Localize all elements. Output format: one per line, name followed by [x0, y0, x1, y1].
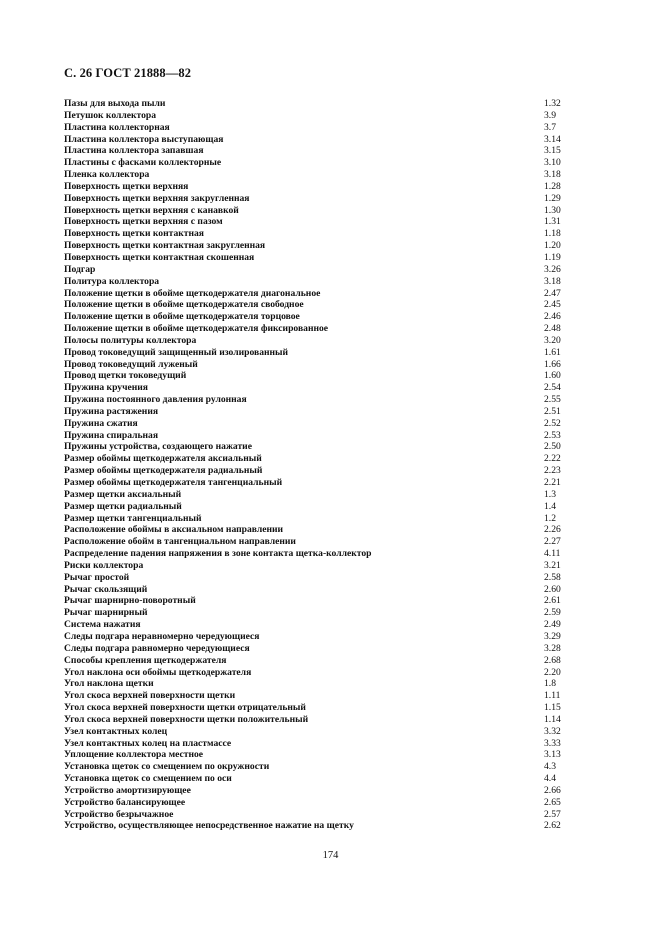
index-ref: 4.11	[544, 548, 561, 560]
index-entry	[64, 820, 604, 832]
index-term: Политура коллектора	[64, 275, 160, 287]
index-ref: 2.47	[544, 287, 561, 299]
index-ref: 2.45	[544, 299, 561, 311]
index-ref: 4.3	[544, 761, 556, 773]
index-term: Устройство балансирующее	[64, 796, 186, 808]
index-entry	[64, 122, 604, 134]
index-term: Поверхность щетки верхняя закругленная	[64, 192, 250, 204]
index-entry	[64, 145, 604, 157]
index-term: Пружина кручения	[64, 382, 148, 394]
index-term: Рычаг простой	[64, 571, 130, 583]
index-entry	[64, 134, 604, 146]
index-ref: 1.28	[544, 180, 561, 192]
index-term: Поверхность щетки верхняя	[64, 180, 189, 192]
index-term: Пленка коллектора	[64, 169, 150, 181]
index-entry	[64, 240, 604, 252]
index-entry	[64, 406, 604, 418]
index-term: Пластина коллекторная	[64, 121, 170, 133]
index-ref: 3.29	[544, 630, 561, 642]
index-entry	[64, 382, 604, 394]
index-term: Пружина сжатия	[64, 417, 138, 429]
index-ref: 4.4	[544, 773, 556, 785]
index-ref: 2.46	[544, 311, 561, 323]
index-term: Пластины с фасками коллекторные	[64, 157, 222, 169]
index-entry	[64, 773, 604, 785]
index-ref: 3.20	[544, 334, 561, 346]
index-term: Уплощение коллектора местное	[64, 749, 204, 761]
index-term: Устройство безрычажное	[64, 808, 174, 820]
index-ref: 2.53	[544, 429, 561, 441]
page-header: С. 26 ГОСТ 21888—82	[64, 66, 192, 80]
index-entry	[64, 288, 604, 300]
index-ref: 1.32	[544, 98, 561, 109]
index-term: Пружина растяжения	[64, 405, 159, 417]
index-term: Пружины устройства, создающего нажатие	[64, 441, 252, 453]
index-ref: 3.33	[544, 737, 561, 749]
index-entry	[64, 441, 604, 453]
index-entry	[64, 572, 604, 584]
index-ref: 1.31	[544, 216, 561, 228]
index-entry	[64, 726, 604, 738]
index-term: Угол наклона щетки	[64, 678, 154, 690]
index-entry	[64, 809, 604, 821]
index-entry	[64, 169, 604, 181]
index-term: Угол скоса верхней поверхности щетки отрицательный	[64, 702, 306, 714]
index-entry	[64, 359, 604, 371]
index-ref: 3.15	[544, 145, 561, 157]
index-entry	[64, 370, 604, 382]
index-entry	[64, 667, 604, 679]
index-ref: 3.32	[544, 725, 561, 737]
index-ref: 1.19	[544, 251, 561, 263]
index-ref: 1.20	[544, 240, 561, 252]
index-entry	[64, 335, 604, 347]
index-entry	[64, 465, 604, 477]
index-ref: 2.57	[544, 808, 561, 820]
index-term: Поверхность щетки верхняя с канавкой	[64, 204, 239, 216]
index-entry	[64, 157, 604, 169]
index-entry	[64, 595, 604, 607]
index-entry	[64, 785, 604, 797]
page-number: 174	[322, 850, 339, 861]
index-entry	[64, 453, 604, 465]
index-ref: 2.20	[544, 666, 561, 678]
index-entry	[64, 714, 604, 726]
index-entry	[64, 205, 604, 217]
index-entry	[64, 489, 604, 501]
index-entry	[64, 678, 604, 690]
index-term: Пружина постоянного давления рулонная	[64, 394, 247, 406]
index-entry	[64, 430, 604, 442]
index-ref: 2.50	[544, 441, 561, 453]
index-entry	[64, 738, 604, 750]
index-term: Расположение обойм в тангенциальном направлении	[64, 536, 296, 548]
index-ref: 2.58	[544, 571, 561, 583]
index-entry	[64, 524, 604, 536]
index-entry	[64, 276, 604, 288]
index-entry	[64, 619, 604, 631]
index-ref: 1.14	[544, 713, 561, 725]
index-term: Способы крепления щеткодержателя	[64, 654, 227, 666]
index-entry	[64, 394, 604, 406]
index-entry	[64, 607, 604, 619]
index-ref: 2.68	[544, 654, 561, 666]
index-entry	[64, 418, 604, 430]
index-term: Поверхность щетки контактная скошенная	[64, 251, 255, 263]
index-entry	[64, 797, 604, 809]
index-ref: 3.13	[544, 749, 561, 761]
index-term: Поверхность щетки верхняя с пазом	[64, 216, 223, 228]
index-ref: 1.11	[544, 690, 561, 702]
index-term: Риски коллектора	[64, 559, 144, 571]
index-entry	[64, 228, 604, 240]
index-ref: 2.52	[544, 417, 561, 429]
index-ref: 2.55	[544, 394, 561, 406]
index-term: Провод щетки токоведущий	[64, 370, 187, 382]
index-term: Распределение падения напряжения в зоне контакта щетка-коллектор	[64, 548, 372, 560]
index-ref: 2.66	[544, 784, 561, 796]
index-ref: 2.48	[544, 323, 561, 335]
index-ref: 1.2	[544, 512, 556, 524]
index-term: Размер щетки тангенциальный	[64, 512, 202, 524]
index-term: Размер щетки радиальный	[64, 500, 182, 512]
index-ref: 2.54	[544, 382, 561, 394]
index-term: Положение щетки в обойме щеткодержателя диагональное	[64, 287, 321, 299]
index-ref: 2.65	[544, 796, 561, 808]
index-term: Устройство амортизирующее	[64, 784, 191, 796]
index-term: Положение щетки в обойме щеткодержателя фиксированное	[64, 323, 329, 335]
index-ref: 2.22	[544, 453, 561, 465]
index-term: Размер щетки аксиальный	[64, 488, 182, 500]
index-ref: 3.7	[544, 121, 556, 133]
index-ref: 1.60	[544, 370, 561, 382]
index-term: Рычаг шарнирный	[64, 607, 148, 619]
index-entry	[64, 655, 604, 667]
index-term: Установка щеток со смещением по окружности	[64, 761, 270, 773]
index-ref: 1.8	[544, 678, 556, 690]
index-ref: 1.15	[544, 702, 561, 714]
index-term: Поверхность щетки контактная	[64, 228, 204, 240]
index-entry	[64, 110, 604, 122]
index-term: Угол скоса верхней поверхности щетки положительный	[64, 713, 309, 725]
index-ref: 3.18	[544, 169, 561, 181]
index-term: Установка щеток со смещением по оси	[64, 773, 232, 785]
index-entry	[64, 216, 604, 228]
index-entry	[64, 643, 604, 655]
index-term: Положение щетки в обойме щеткодержателя свободное	[64, 299, 304, 311]
index-term: Устройство, осуществляющее непосредственное нажатие на щетку	[64, 820, 354, 832]
index-entry	[64, 181, 604, 193]
index-entry	[64, 252, 604, 264]
index-entry	[64, 299, 604, 311]
index-ref: 1.29	[544, 192, 561, 204]
index-term: Система нажатия	[64, 619, 141, 631]
index-entry	[64, 477, 604, 489]
index-entry	[64, 749, 604, 761]
index-ref: 2.27	[544, 536, 561, 548]
index-entry	[64, 193, 604, 205]
index-term: Узел контактных колец на пластмассе	[64, 737, 232, 749]
index-term: Размер обоймы щеткодержателя аксиальный	[64, 453, 262, 465]
index-entry	[64, 536, 604, 548]
index-term: Следы подгара неравномерно чередующиеся	[64, 630, 260, 642]
index-term: Размер обоймы щеткодержателя тангенциальный	[64, 477, 283, 488]
index-entry	[64, 513, 604, 525]
index-ref: 3.18	[544, 275, 561, 287]
index-entry	[64, 347, 604, 359]
index-entry	[64, 501, 604, 513]
index-ref: 3.10	[544, 157, 561, 169]
index-term: Подгар	[64, 263, 96, 275]
index-ref: 2.21	[544, 477, 561, 488]
index-ref: 2.49	[544, 619, 561, 631]
index-term: Полосы политуры коллектора	[64, 334, 197, 346]
index-ref: 2.62	[544, 820, 561, 832]
index-term: Угол скоса верхней поверхности щетки	[64, 690, 236, 702]
index-entry	[64, 560, 604, 572]
index-entry	[64, 690, 604, 702]
index-entry	[64, 264, 604, 276]
index-term: Угол наклона оси обоймы щеткодержателя	[64, 666, 252, 678]
index-term: Положение щетки в обойме щеткодержателя торцовое	[64, 311, 300, 323]
index-ref: 3.14	[544, 133, 561, 145]
index-ref: 2.51	[544, 405, 561, 417]
index-term: Узел контактных колец	[64, 725, 168, 737]
index-term: Провод токоведущий защищенный изолированный	[64, 346, 289, 358]
index-ref: 3.26	[544, 263, 561, 275]
index-entry	[64, 702, 604, 714]
index-term: Провод токоведущий луженый	[64, 358, 198, 370]
index-term: Размер обоймы щеткодержателя радиальный	[64, 465, 263, 477]
index-term: Расположение обоймы в аксиальном направлении	[64, 524, 284, 536]
index-ref: 1.4	[544, 500, 556, 512]
index-ref: 1.66	[544, 358, 561, 370]
index-ref: 2.23	[544, 465, 561, 477]
index-entry	[64, 761, 604, 773]
index-term: Рычаг скользящий	[64, 583, 148, 595]
index-ref: 1.30	[544, 204, 561, 216]
index-entry	[64, 98, 604, 110]
index-ref: 2.61	[544, 595, 561, 607]
index-ref: 1.61	[544, 346, 561, 358]
index-entry	[64, 323, 604, 335]
index-ref: 1.18	[544, 228, 561, 240]
index-list	[64, 98, 604, 832]
index-term: Петушок коллектора	[64, 109, 157, 121]
index-term: Поверхность щетки контактная закругленная	[64, 240, 266, 252]
index-entry	[64, 584, 604, 596]
index-term: Следы подгара равномерно чередующиеся	[64, 642, 250, 654]
index-ref: 2.26	[544, 524, 561, 536]
index-term: Рычаг шарнирно-поворотный	[64, 595, 196, 607]
index-entry	[64, 548, 604, 560]
index-term: Пазы для выхода пыли	[64, 98, 166, 109]
index-entry	[64, 631, 604, 643]
index-ref: 3.28	[544, 642, 561, 654]
index-ref: 2.59	[544, 607, 561, 619]
index-entry	[64, 311, 604, 323]
index-term: Пружина спиральная	[64, 429, 159, 441]
index-ref: 3.9	[544, 109, 556, 121]
index-ref: 1.3	[544, 488, 556, 500]
index-term: Пластина коллектора запавшая	[64, 145, 204, 157]
index-ref: 3.21	[544, 559, 561, 571]
index-ref: 2.60	[544, 583, 561, 595]
index-term: Пластина коллектора выступающая	[64, 133, 224, 145]
